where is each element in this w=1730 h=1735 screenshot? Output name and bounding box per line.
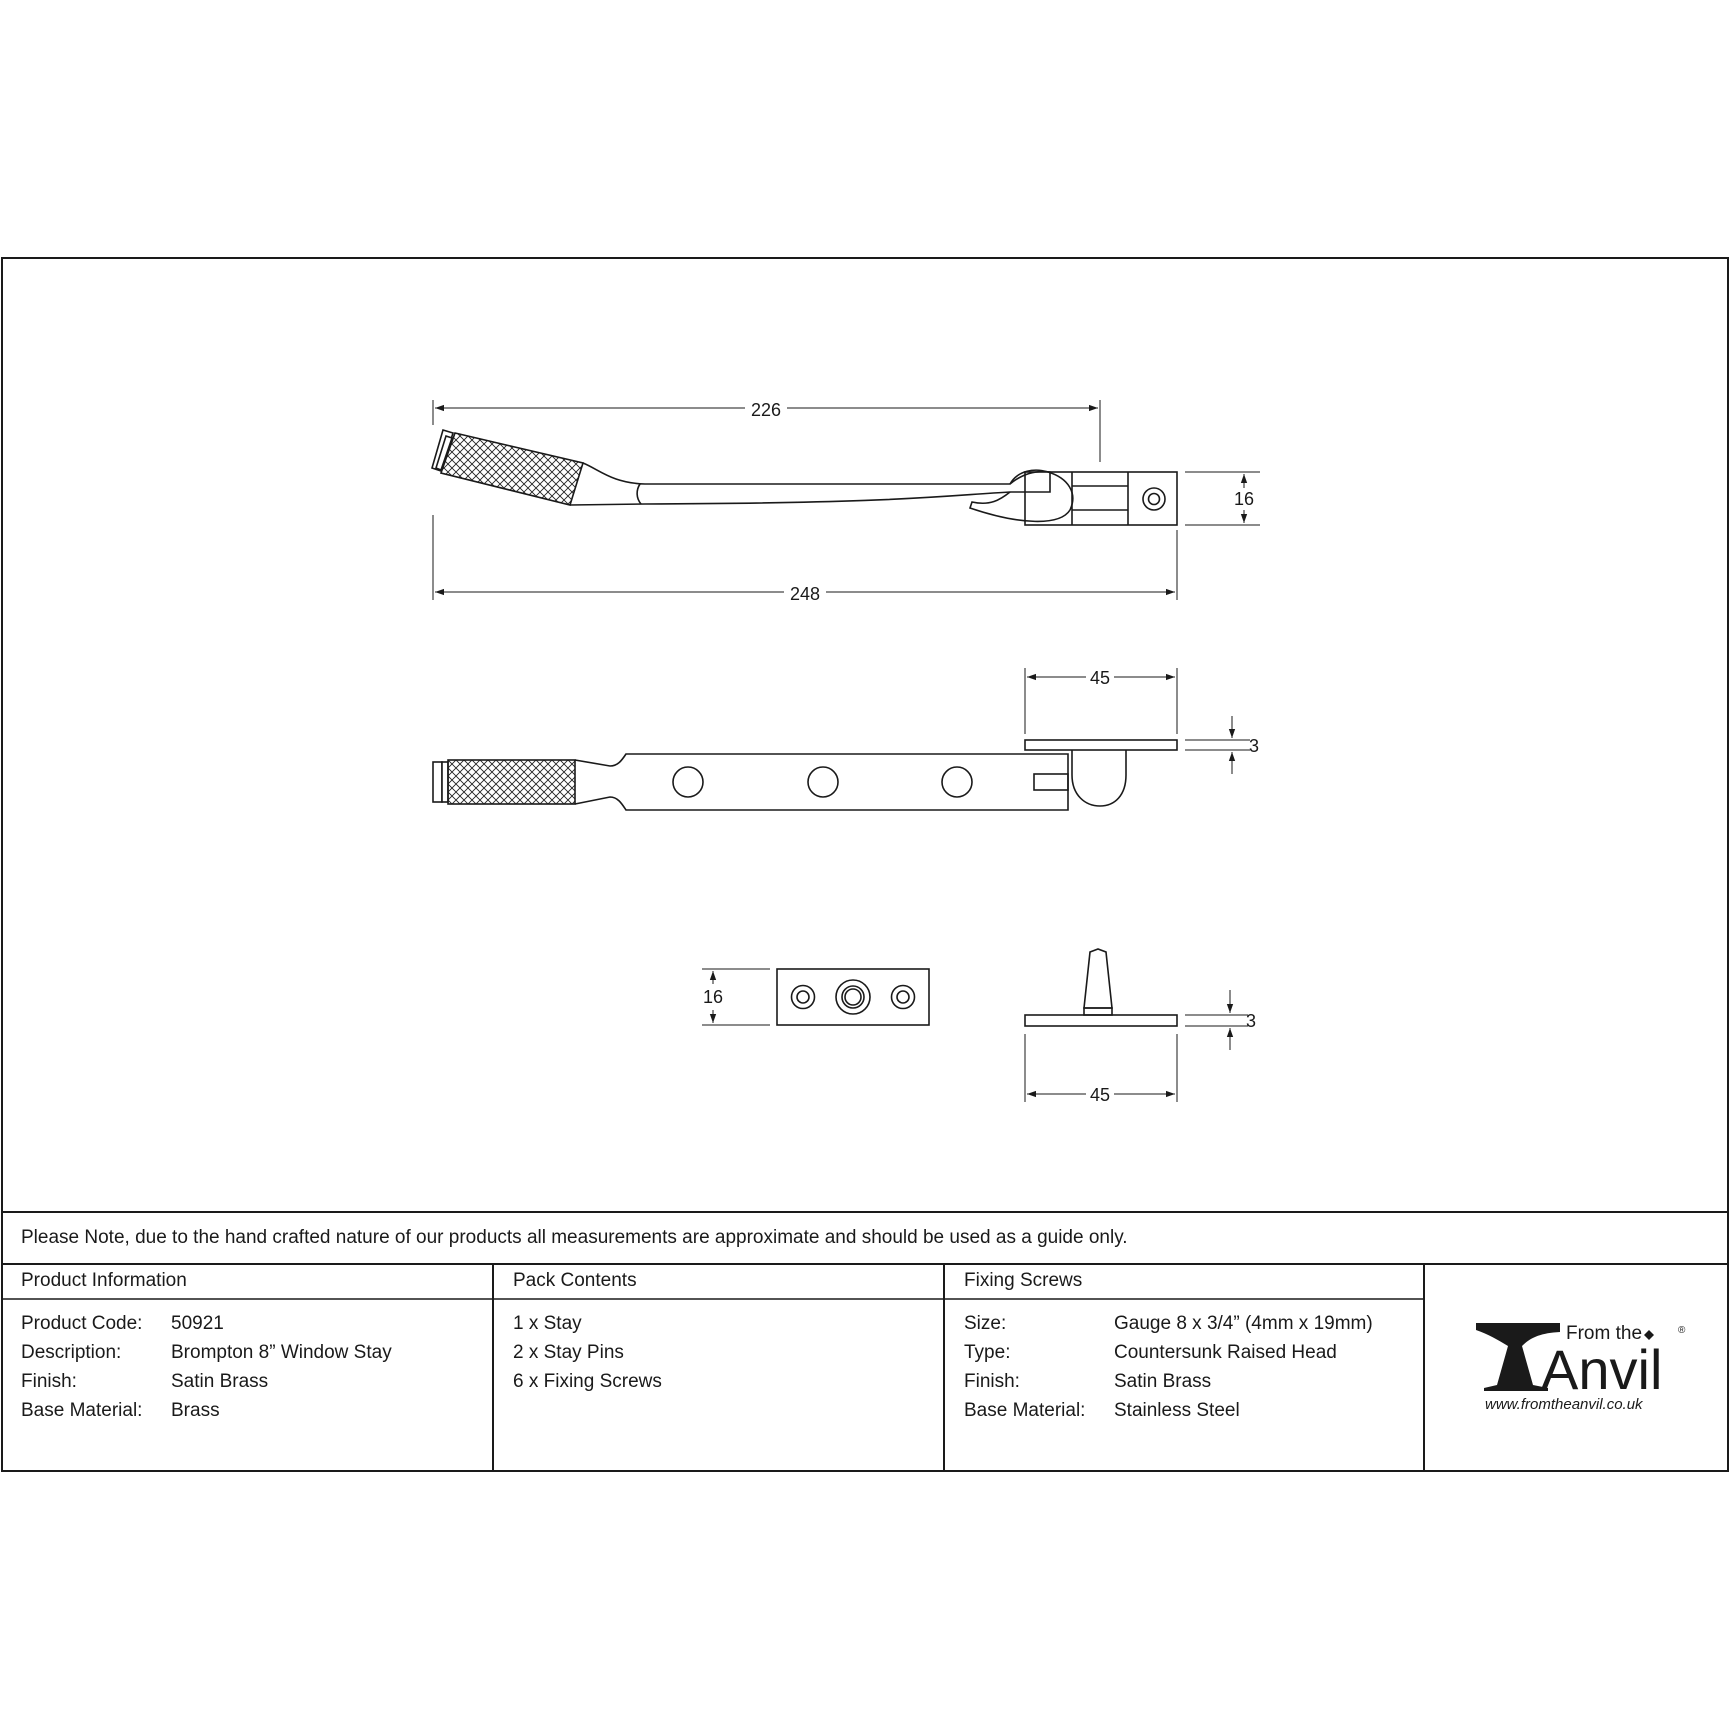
screw-hole-right (892, 986, 915, 1009)
anvil-logo (1476, 1323, 1686, 1413)
arm-hole-3 (942, 767, 972, 797)
stay-base-plate-side (1025, 740, 1177, 750)
stay-top-view (432, 430, 1177, 525)
description-label: Description: (21, 1342, 122, 1363)
dim-3-pin-label: 3 (1245, 1011, 1257, 1031)
arm-hole-2 (808, 767, 838, 797)
dim-45-pin-label: 45 (1089, 1085, 1111, 1105)
base-material-label: Base Material: (21, 1400, 143, 1421)
pin-plate-top-view (777, 969, 929, 1025)
fixing-screws-heading: Fixing Screws (964, 1270, 1083, 1291)
stay-arm-top (570, 463, 1050, 505)
screw-hole-left (792, 986, 815, 1009)
product-information-heading: Product Information (21, 1270, 187, 1291)
pack-item-fixing-screws: 6 x Fixing Screws (513, 1371, 662, 1392)
pack-item-stay: 1 x Stay (513, 1313, 582, 1334)
stay-pin (1084, 949, 1112, 1008)
measurement-note: Please Note, due to the hand crafted nature of our products all measurements are approximate and should be used as a guide only. (21, 1227, 1128, 1248)
stay-arm-side (575, 754, 1068, 810)
stay-bracket-top (1025, 472, 1177, 525)
screw-material-value: Stainless Steel (1114, 1400, 1240, 1421)
screw-size-label: Size: (964, 1313, 1007, 1334)
screw-finish-value: Satin Brass (1114, 1371, 1212, 1392)
pack-contents-heading: Pack Contents (513, 1270, 637, 1291)
stay-eye (970, 470, 1073, 521)
pin-center (836, 980, 870, 1014)
screw-type-label: Type: (964, 1342, 1011, 1363)
bracket-pin-hole (1143, 488, 1165, 510)
knurled-grip-side (448, 760, 575, 804)
screw-material-label: Base Material: (964, 1400, 1086, 1421)
base-material-value: Brass (171, 1400, 220, 1421)
dim-16-top-label: 16 (1233, 489, 1255, 509)
stay-end-cap-side (433, 762, 442, 802)
dim-45-side-label: 45 (1089, 668, 1111, 688)
stay-side-view (433, 740, 1177, 810)
pin-plate-side-view (1025, 949, 1177, 1026)
logo-registered: ® (1678, 1325, 1686, 1336)
product-code-value: 50921 (171, 1313, 224, 1334)
screw-type-value: Countersunk Raised Head (1114, 1342, 1337, 1363)
screw-size-value: Gauge 8 x 3/4” (4mm x 19mm) (1114, 1313, 1373, 1334)
pin-side-dimensions (1025, 990, 1248, 1102)
dim-226-label: 226 (750, 400, 782, 420)
stay-hook-side (1072, 750, 1126, 806)
dim-16-pin-label: 16 (702, 987, 724, 1007)
logo-from-the: From the (1566, 1323, 1643, 1344)
finish-value: Satin Brass (171, 1371, 269, 1392)
logo-url: www.fromtheanvil.co.uk (1485, 1396, 1643, 1413)
finish-label: Finish: (21, 1371, 77, 1392)
description-value: Brompton 8” Window Stay (171, 1342, 392, 1363)
arm-hole-1 (673, 767, 703, 797)
screw-finish-label: Finish: (964, 1371, 1020, 1392)
dim-248-label: 248 (789, 584, 821, 604)
product-code-label: Product Code: (21, 1313, 143, 1334)
dim-3-side-label: 3 (1248, 736, 1260, 756)
drawing-frame (2, 258, 1728, 1471)
knurled-grip-top (441, 433, 583, 505)
logo-brand: Anvil (1541, 1338, 1663, 1401)
pack-item-stay-pins: 2 x Stay Pins (513, 1342, 624, 1363)
side-view-dimensions (1025, 668, 1250, 774)
